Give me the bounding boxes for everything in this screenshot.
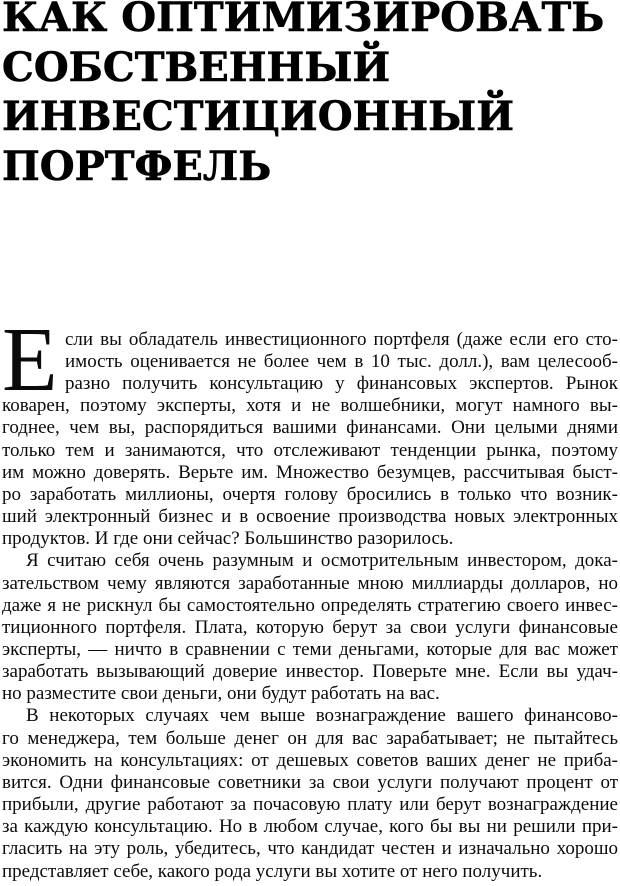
body-line: В некоторых случаях чем выше вознаграждение вашего финансово- (26, 705, 618, 727)
body-line: экономить на консультациях: от дешевых советов ваших денег не приба- (2, 749, 618, 771)
chapter-title-line: ПОРТФЕЛЬ (2, 143, 272, 191)
drop-cap: Е (2, 308, 58, 410)
body-line: заработать вызывающий доверие инвестор. Поверьте мне. Если вы удач- (2, 661, 618, 683)
body-line: прибыли, другие работают за почасовую плату или берут вознаграждение (2, 794, 618, 816)
body-line: ший электронный бизнес и в освоение производства новых электронных (2, 506, 618, 528)
body-line: им можно доверять. Верьте им. Множество безумцев, рассчитывая быст- (2, 461, 618, 483)
paragraph (2, 705, 618, 882)
body-line: разно получить консультацию у финансовых экспертов. Рынок (65, 373, 618, 395)
body-line: ро заработать миллионы, очертя голову бросились в только что возник- (2, 483, 618, 505)
body-line: тиционного портфеля. Плата, которую берут за свои услуги финансовые (2, 616, 618, 638)
body-line: эксперты, — ничто в сравнении с теми деньгами, которые для вас может (2, 639, 618, 660)
body-line: но разместите свои деньги, они будут работать на вас. (2, 683, 440, 705)
body-line: сли вы обладатель инвестиционного портфеля (даже если его сто- (65, 328, 618, 350)
body-line: гласить на эту роль, убедитесь, что кандидат честен и изначально хорошо (2, 838, 618, 860)
body-line: Я считаю себя очень разумным и осмотрительным инвестором, дока- (26, 550, 618, 572)
body-line: представляет себе, какого рода услуги вы хотите от него получить. (2, 860, 543, 882)
body-line: даже я не рискнул бы самостоятельно определять стратегию своего инвес- (2, 594, 618, 616)
body-line: только тем и занимаются, что отслеживают тенденции рынка, поэтому (2, 439, 618, 461)
paragraph (2, 550, 618, 705)
body-line: го менеджера, тем больше денег он для вас зарабатывает; не пытайтесь (2, 727, 618, 749)
paragraph (2, 308, 618, 551)
body-line: годнее, чем вы, распорядиться вашими финансами. Они целыми днями (2, 417, 618, 439)
chapter-title-line: КАК ОПТИМИЗИРОВАТЬ (2, 0, 605, 41)
body-line: за каждую консультацию. Но в любом случае, кого бы вы ни решили при- (2, 816, 618, 838)
body-text (2, 308, 618, 883)
chapter-title-line: ИНВЕСТИЦИОННЫЙ (2, 93, 515, 141)
body-line: вится. Одни финансовые советники за свои услуги получают процент от (2, 771, 618, 793)
body-line: продуктов. И где они сейчас? Большинство разорилось. (2, 528, 454, 550)
chapter-title-line: СОБСТВЕННЫЙ (2, 43, 391, 91)
body-line: коварен, поэтому эксперты, хотя и не волшебники, могут намного вы- (2, 395, 618, 417)
body-line: зательством чему являются заработанные мною миллиарды долларов, но (2, 572, 618, 594)
body-line: имость оценивается не более чем в 10 тыс. долл.), вам целесооб- (65, 350, 618, 372)
chapter-title (2, 0, 618, 192)
